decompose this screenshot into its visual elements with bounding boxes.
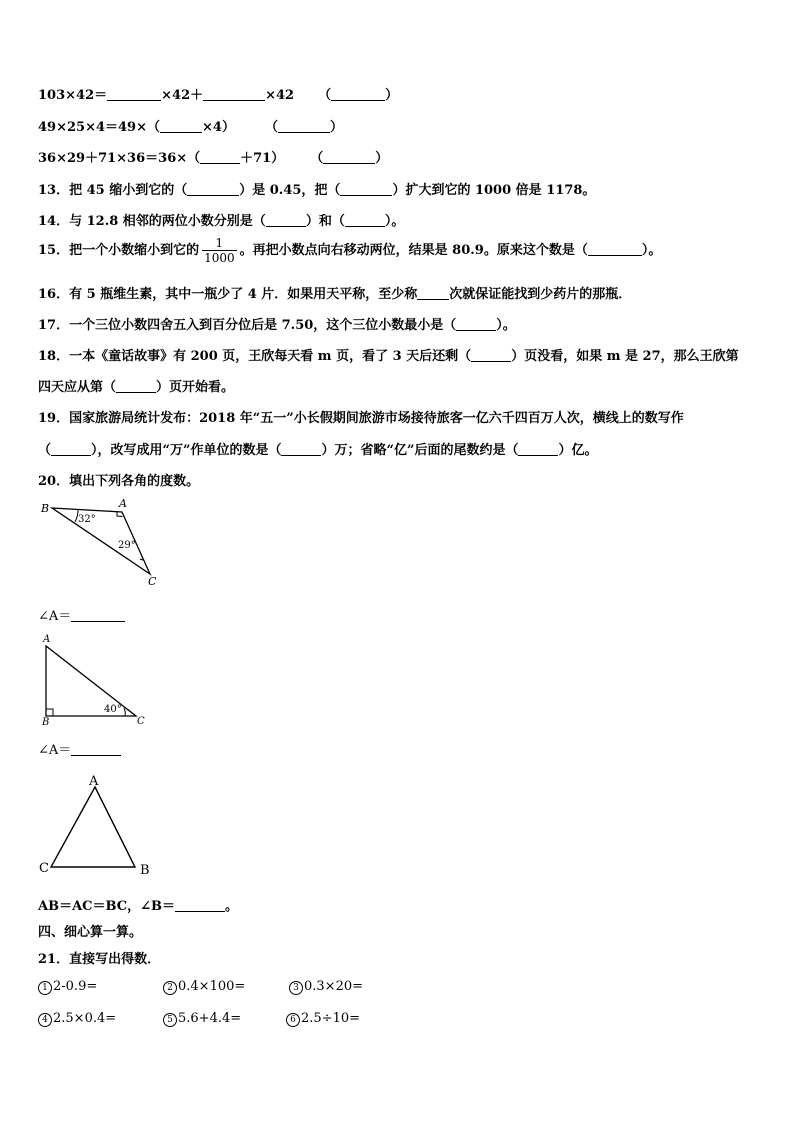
q19-text-d: ）万；省略“亿”后面的尾数约是（ — [321, 443, 519, 458]
triangle-figure-3 — [34, 770, 160, 878]
paren-close: ） — [385, 88, 399, 103]
q19-text-a: 19．国家旅游局统计发布：2018 年“五一”小长假期间旅游市场接待旅客一亿六千四百万人次，横线上的数写作 — [38, 411, 684, 426]
equation-line-2 — [38, 116, 343, 135]
question-19 — [38, 407, 684, 426]
question-17 — [38, 314, 516, 333]
vertex-c-label: C — [148, 575, 157, 588]
q13-text-c: ）扩大到它的 1000 倍是 1178。 — [392, 183, 596, 198]
triangle-figure-1 — [36, 496, 166, 590]
q13-text-b: ）是 0.45，把（ — [239, 183, 341, 198]
number-badge: 3 — [289, 981, 303, 995]
q15-text-c: ）。 — [641, 243, 662, 258]
q19-text-b: （ — [38, 443, 52, 458]
paren-close: ） — [329, 120, 343, 135]
eq2-part-a: 49×25×4＝49×（ — [38, 120, 160, 135]
calc-item-3 — [289, 979, 363, 995]
number-badge: 5 — [163, 1013, 177, 1027]
q14-text-b: ）和（ — [305, 214, 345, 229]
q13-text-a: 13．把 45 缩小到它的（ — [38, 183, 188, 198]
vertex-b-label: B — [41, 502, 50, 515]
question-18 — [38, 345, 739, 364]
number-badge: 1 — [38, 981, 52, 995]
question-20 — [38, 470, 199, 489]
calc-item-1 — [38, 979, 97, 995]
calc-item-2 — [163, 979, 245, 995]
vertex-a-label: A — [89, 774, 99, 789]
vertex-a-label: A — [43, 634, 51, 645]
fraction — [202, 236, 237, 265]
answer-blank[interactable] — [323, 151, 375, 164]
question-18-cont — [38, 376, 234, 395]
answer-line-2 — [38, 739, 121, 758]
paren-open: （ — [318, 88, 332, 103]
q16-text-b: 次就保证能找到少药片的那瓶． — [449, 287, 632, 302]
answer-blank[interactable] — [175, 899, 225, 912]
answer-blank[interactable] — [266, 214, 306, 227]
angle-c-value: 29° — [118, 540, 136, 551]
vertex-a-label: A — [119, 497, 127, 510]
equation-line-3 — [38, 147, 388, 166]
vertex-b-label: B — [140, 863, 150, 878]
answer-blank[interactable] — [160, 120, 202, 133]
question-19-cont — [38, 439, 597, 458]
equation-line-1 — [38, 84, 398, 103]
vertex-b-label: B — [42, 717, 50, 726]
q18-text-c: 四天应从第（ — [38, 380, 117, 395]
triangle-figure-2 — [36, 632, 156, 726]
calc-expression: 0.4×100= — [178, 979, 246, 994]
calc-expression: 2-0.9= — [53, 979, 98, 994]
answer-blank[interactable] — [340, 183, 392, 196]
calc-expression: 5.6+4.4= — [178, 1011, 242, 1026]
answer-blank[interactable] — [187, 183, 239, 196]
q20-title: 20．填出下列各角的度数。 — [38, 474, 200, 489]
eq1-part-b: ×42＋ — [161, 88, 204, 103]
calc-expression: 0.3×20= — [304, 979, 364, 994]
number-badge: 6 — [286, 1013, 300, 1027]
q18-text-d: ）页开始看。 — [156, 380, 235, 395]
triangle-2-outline — [46, 646, 136, 716]
number-badge: 2 — [163, 981, 177, 995]
paren-open: （ — [310, 151, 324, 166]
answer-blank[interactable] — [331, 88, 385, 101]
answer-blank[interactable] — [203, 88, 265, 101]
q18-text-a: 18．一本《童话故事》有 200 页，王欣每天看 m 页，看了 3 天后还剩（ — [38, 349, 472, 364]
paren-open: （ — [264, 120, 278, 135]
q21-title: 21．直接写出得数． — [38, 952, 161, 967]
answer-line-1 — [38, 605, 125, 624]
calc-item-6 — [286, 1011, 360, 1027]
answer-blank[interactable] — [417, 287, 449, 300]
q19-text-c: ），改写成用“万”作单位的数是（ — [91, 443, 282, 458]
answer-blank[interactable] — [278, 120, 330, 133]
answer-blank[interactable] — [518, 443, 558, 456]
answer-blank[interactable] — [71, 609, 125, 622]
answer-blank[interactable] — [345, 214, 385, 227]
answer-line-3 — [38, 895, 238, 914]
q15-text-b: 。再把小数点向右移动两位，结果是 80.9。原来这个数是（ — [239, 243, 588, 258]
section-4-title: 四、细心算一算。 — [38, 925, 143, 940]
ans1-label: ∠A＝ — [38, 609, 72, 624]
question-14 — [38, 210, 404, 229]
question-16 — [38, 283, 631, 302]
answer-blank[interactable] — [588, 243, 642, 256]
q17-text-a: 17．一个三位小数四舍五入到百分位后是 7.50，这个三位小数最小是（ — [38, 318, 457, 333]
calc-expression: 2.5÷10= — [301, 1011, 361, 1026]
q19-text-e: ）亿。 — [558, 443, 598, 458]
question-15 — [38, 236, 661, 265]
number-badge: 4 — [38, 1013, 52, 1027]
answer-blank[interactable] — [107, 88, 161, 101]
angle-arc-c — [124, 708, 125, 716]
question-13 — [38, 179, 595, 198]
calc-item-4 — [38, 1011, 116, 1027]
angle-c-value: 40° — [104, 704, 122, 715]
q14-text-c: ）。 — [384, 214, 405, 229]
answer-blank[interactable] — [281, 443, 321, 456]
ans3-end: 。 — [224, 899, 238, 914]
vertex-c-label: C — [39, 861, 49, 876]
q14-text-a: 14．与 12.8 相邻的两位小数分别是（ — [38, 214, 266, 229]
fraction-denominator: 1000 — [204, 251, 235, 265]
angle-b-value: 32° — [78, 514, 96, 525]
answer-blank[interactable] — [200, 151, 240, 164]
answer-blank[interactable] — [116, 380, 156, 393]
vertex-c-label: C — [137, 716, 145, 726]
question-21 — [38, 948, 160, 967]
triangle-3-outline — [51, 787, 135, 867]
q15-text-a: 15．把一个小数缩小到它的 — [38, 243, 200, 258]
q16-text-a: 16．有 5 瓶维生素，其中一瓶少了 4 片．如果用天平称，至少称 — [38, 287, 418, 302]
eq3-part-b: ＋71） — [240, 151, 285, 166]
q18-text-b: ）页没看，如果 m 是 27，那么王欣第 — [511, 349, 739, 364]
angle-arc-c — [140, 559, 143, 560]
answer-blank[interactable] — [456, 318, 496, 331]
eq1-part-c: ×42 — [265, 88, 295, 103]
calc-expression: 2.5×0.4= — [53, 1011, 117, 1026]
ans2-label: ∠A＝ — [38, 743, 72, 758]
fraction-numerator: 1 — [202, 236, 237, 251]
right-angle-mark — [46, 709, 53, 716]
answer-blank[interactable] — [471, 349, 511, 362]
calc-item-5 — [163, 1011, 241, 1027]
eq3-part-a: 36×29＋71×36＝36×（ — [38, 151, 201, 166]
paren-close: ） — [375, 151, 389, 166]
ans3-label: AB＝AC＝BC，∠B＝ — [38, 899, 175, 914]
eq2-part-b: ×4） — [202, 120, 235, 135]
eq1-part-a: 103×42＝ — [38, 88, 108, 103]
answer-blank[interactable] — [71, 743, 121, 756]
q17-text-b: ）。 — [496, 318, 516, 333]
section-4-heading — [38, 921, 142, 940]
answer-blank[interactable] — [51, 443, 91, 456]
